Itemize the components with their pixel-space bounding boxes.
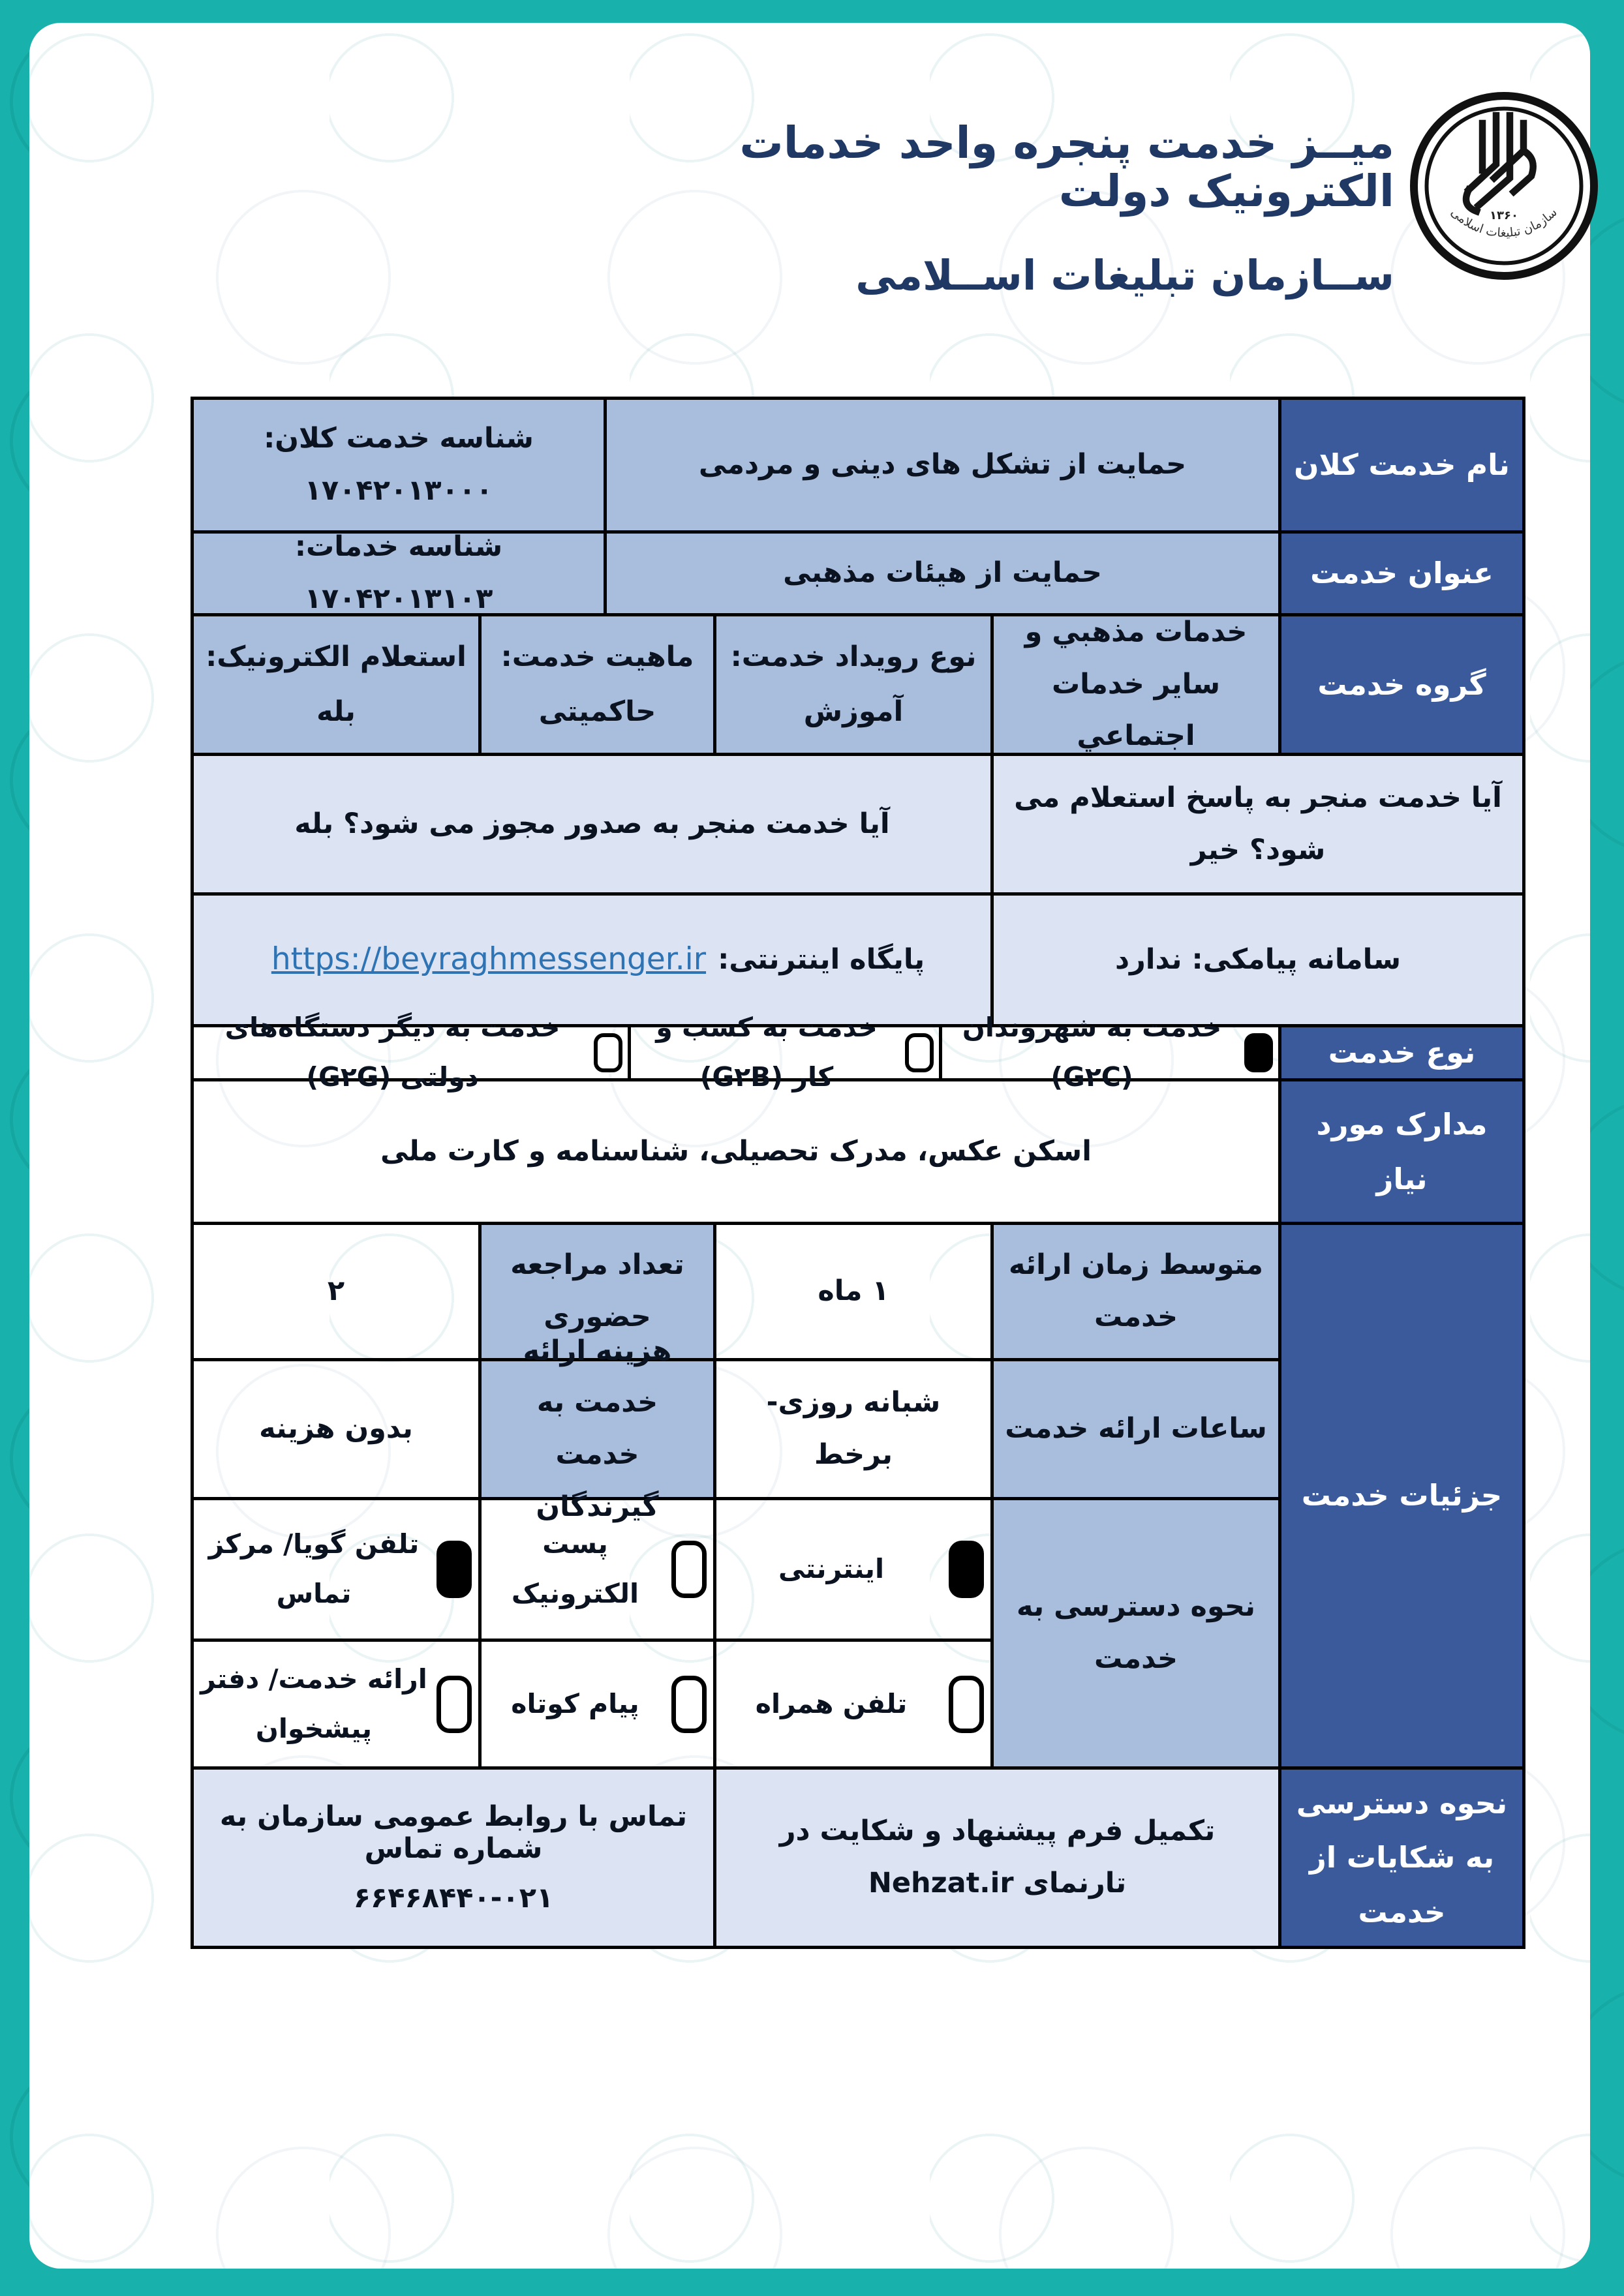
- website-link[interactable]: https://beyraghmessenger.ir: [271, 941, 707, 978]
- service-nature: [478, 616, 713, 756]
- question-inquiry-response: [990, 756, 1522, 896]
- visits-value: ۲: [327, 1275, 345, 1308]
- service-group-value-text: خدمات مذهبي و سایر خدمات اجتماعي: [1024, 616, 1248, 753]
- access-option-sms: [478, 1642, 713, 1770]
- macro-service-id: [191, 400, 604, 534]
- checkbox-sms[interactable]: [671, 1676, 707, 1733]
- logo-org-text: سازمان تبلیغات اسلامی: [1448, 205, 1560, 241]
- question-inquiry-response-text: آیا خدمت منجر به پاسخ استعلام می شود؟ خیر: [1014, 781, 1502, 866]
- website-label: پایگاه اینترنتی:: [718, 943, 925, 976]
- cost-value-cell: [191, 1361, 478, 1500]
- service-title-label: عنوان خدمت: [1310, 556, 1494, 591]
- row-service-title-header: [1278, 534, 1522, 616]
- checkbox-g2c[interactable]: [1244, 1033, 1273, 1072]
- document-header: [579, 119, 1394, 299]
- sms-system-text: سامانه پیامکی: ندارد: [1114, 943, 1402, 976]
- visits-value-cell: [191, 1225, 478, 1361]
- organization-logo: [1406, 88, 1602, 284]
- checkbox-ivr[interactable]: [437, 1541, 472, 1598]
- access-option-ivr: [191, 1500, 478, 1642]
- details-label: جزئیات خدمت: [1301, 1478, 1503, 1513]
- access-option-mobile: [713, 1642, 990, 1770]
- service-type-label: نوع خدمت: [1328, 1035, 1476, 1070]
- organization-name: ســازمان تبلیغات اســلامی: [855, 252, 1394, 300]
- service-group-label: گروه خدمت: [1317, 667, 1486, 702]
- access-internet-label: اینترنتی: [778, 1553, 885, 1585]
- row-complaints-header: [1278, 1770, 1522, 1949]
- documents-label: مدارک مورد نیاز: [1316, 1107, 1488, 1196]
- cost-label-cell: [478, 1334, 713, 1523]
- service-event-type: [713, 616, 990, 756]
- hours-value-cell: [713, 1361, 990, 1500]
- row-service-group-header: [1278, 616, 1522, 756]
- access-label: نحوه دسترسی به خدمت: [1016, 1590, 1256, 1675]
- g2c-label: خدمت به شهروندان (G۲C): [962, 1012, 1222, 1093]
- macro-service-value: [604, 400, 1278, 534]
- page-title: میــز خدمت پنجره واحد خدمات الکترونیک دولت: [739, 117, 1394, 217]
- event-type-label: نوع رویداد خدمت:: [730, 641, 977, 674]
- complaints-phone-number: ۶۶۴۶۸۴۴۰-۰۲۱: [353, 1881, 554, 1914]
- avg-time-label-cell: [990, 1225, 1278, 1361]
- g2g-label: خدمت به دیگر دستگاه‌های دولتی (G۲G): [224, 1012, 560, 1093]
- row-documents-header: [1278, 1081, 1522, 1225]
- checkbox-g2b[interactable]: [905, 1033, 934, 1072]
- service-title-value: [604, 534, 1278, 616]
- complaints-online-text: تکمیل فرم پیشنهاد و شکایت در تارنمای Nehzat.ir: [779, 1815, 1216, 1899]
- avg-time-value: ۱ ماه: [818, 1275, 889, 1308]
- hours-value: شبانه روزی- برخط: [766, 1386, 941, 1471]
- documents-value-text: اسکن عکس، مدرک تحصیلی، شناسنامه و کارت ملی: [380, 1134, 1092, 1168]
- service-type-option-g2b: [628, 1012, 939, 1093]
- checkbox-internet[interactable]: [949, 1541, 984, 1598]
- service-nature-label: ماهیت خدمت:: [500, 641, 694, 674]
- complaints-phone-line1: تماس با روابط عمومی سازمان به شماره تماس: [219, 1800, 688, 1865]
- service-title-value-text: حمایت از هیئات مذهبی: [783, 556, 1102, 590]
- cost-value: بدون هزینه: [259, 1412, 413, 1445]
- row-details-header: [1278, 1225, 1522, 1770]
- cost-label: هزینه ارائه خدمت به خدمت گیرندگان: [523, 1334, 672, 1523]
- access-mobile-label: تلفن همراه: [755, 1687, 908, 1719]
- row-service-type-header: [1278, 1027, 1522, 1081]
- hours-label-cell: [990, 1361, 1278, 1500]
- complaints-online: [713, 1770, 1278, 1949]
- visits-label: تعداد مراجعه حضوری: [510, 1248, 684, 1333]
- avg-time-value-cell: [713, 1225, 990, 1361]
- question-license-text: آیا خدمت منجر به صدور مجوز می شود؟ بله: [294, 807, 890, 840]
- logo-year: ۱۳۶۰: [1490, 209, 1518, 222]
- row-macro-service-header: [1278, 400, 1522, 534]
- access-sms-label: پیام کوتاه: [511, 1687, 639, 1719]
- macro-service-value-text: حمایت از تشکل های دینی و مردمی: [698, 448, 1187, 481]
- macro-service-id-text: شناسه خدمت کلان: ۱۷۰۴۲۰۱۳۰۰۰: [264, 422, 534, 507]
- g2b-label: خدمت به کسب و کار (G۲B): [656, 1012, 878, 1093]
- service-title-id-text: شناسه خدمات: ۱۷۰۴۲۰۱۳۱۰۳: [294, 530, 503, 615]
- service-table: [191, 397, 1525, 1949]
- access-counter-label: ارائه خدمت/ دفتر پیشخوان: [200, 1663, 427, 1744]
- checkbox-g2g[interactable]: [594, 1033, 622, 1072]
- service-nature-value: حاکمیتی: [538, 695, 656, 728]
- macro-service-label: نام خدمت کلان: [1294, 447, 1510, 483]
- electronic-inquiry-value: بله: [316, 695, 356, 728]
- complaints-label: نحوه دسترسی به شکایات از خدمت: [1296, 1786, 1508, 1929]
- access-option-counter: [191, 1642, 478, 1770]
- electronic-inquiry-label: استعلام الکترونیک:: [206, 641, 467, 674]
- avg-time-label: متوسط زمان ارائه خدمت: [1008, 1248, 1264, 1333]
- access-ivr-label: تلفن گویا/ مرکز تماس: [208, 1528, 420, 1609]
- service-type-option-g2g: [191, 1012, 628, 1093]
- checkbox-counter[interactable]: [437, 1676, 472, 1733]
- event-type-value: آموزش: [803, 695, 904, 728]
- access-label-cell: [990, 1500, 1278, 1770]
- service-title-id: [191, 530, 604, 616]
- checkbox-email[interactable]: [671, 1541, 707, 1598]
- hours-label: ساعات ارائه خدمت: [1005, 1412, 1267, 1445]
- documents-value: [191, 1081, 1278, 1225]
- access-email-label: پست الکترونیک: [511, 1528, 639, 1609]
- access-option-email: [478, 1500, 713, 1642]
- checkbox-mobile[interactable]: [949, 1676, 984, 1733]
- question-license: [191, 756, 990, 896]
- complaints-phone: [191, 1770, 713, 1949]
- electronic-inquiry: [191, 616, 478, 756]
- access-option-internet: [713, 1500, 990, 1642]
- document-card: [29, 23, 1590, 2269]
- service-group-value: [990, 616, 1278, 756]
- service-type-option-g2c: [939, 1012, 1278, 1093]
